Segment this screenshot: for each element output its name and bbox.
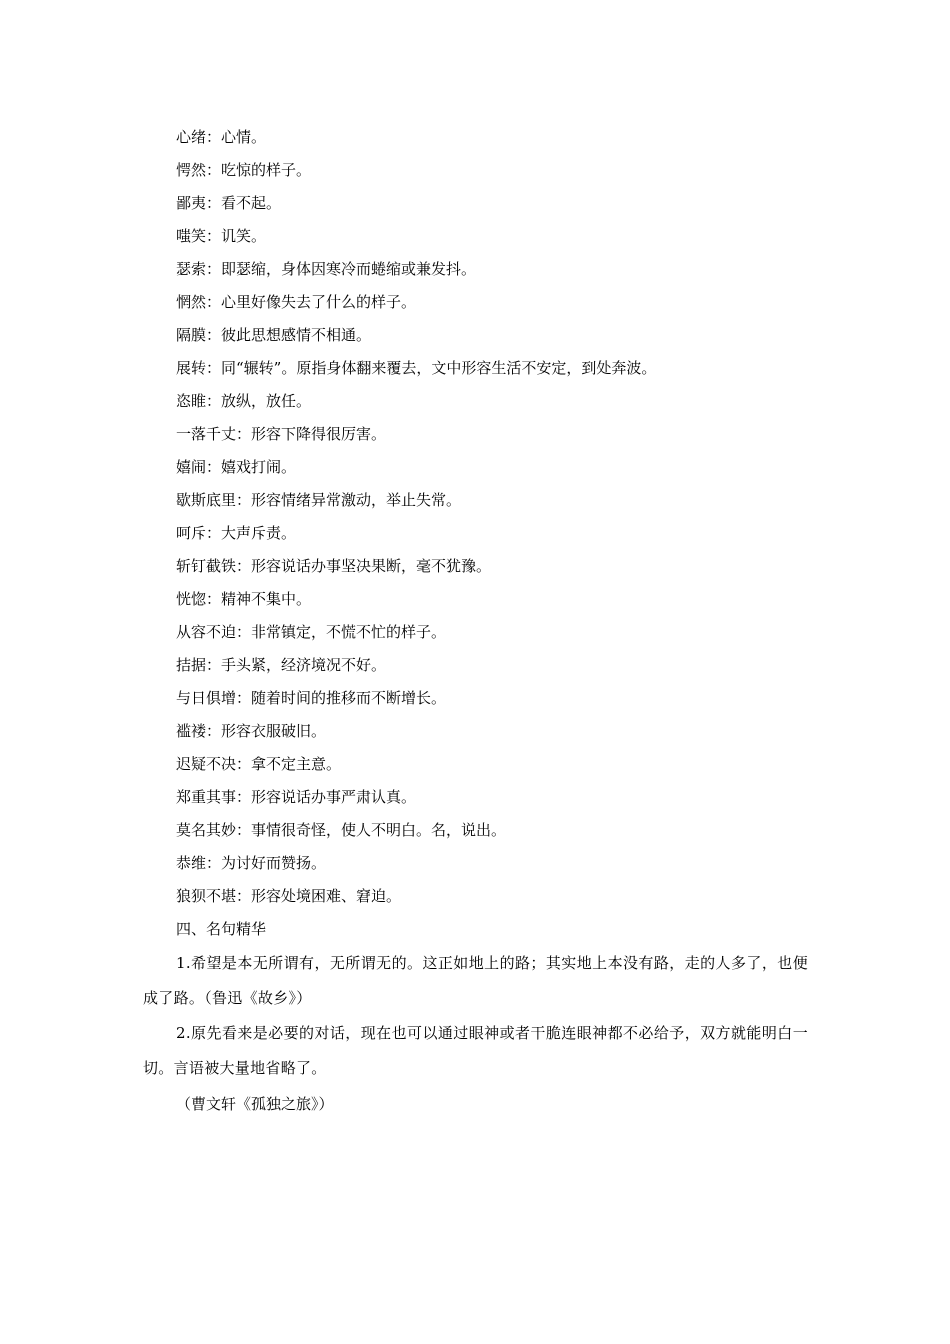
vocab-entry: 狼狈不堪：形容处境困难、窘迫。	[176, 887, 402, 905]
section-heading: 四、名句精华	[176, 920, 267, 938]
vocab-entry: 斩钉截铁：形容说话办事坚决果断，毫不犹豫。	[176, 557, 492, 575]
vocab-entry: 恭维：为讨好而赞扬。	[176, 854, 327, 872]
vocab-entry: 心绪：心情。	[176, 128, 267, 146]
vocab-entry: 惘然：心里好像失去了什么的样子。	[176, 293, 417, 311]
vocab-entry: 隔膜：彼此思想感情不相通。	[176, 326, 372, 344]
vocab-entry: 嗤笑：讥笑。	[176, 227, 267, 245]
quote-paragraph: 1.希望是本无所谓有，无所谓无的。这正如地上的路；其实地上本没有路，走的人多了，也便成了路。（鲁迅《故乡》）	[143, 954, 808, 1007]
vocab-entry: 展转：同“辗转”。原指身体翻来覆去，文中形容生活不安定，到处奔波。	[176, 359, 657, 377]
vocab-entry: 郑重其事：形容说话办事严肃认真。	[176, 788, 417, 806]
vocab-entry: 恍惚：精神不集中。	[176, 590, 312, 608]
vocab-entry: 迟疑不决：拿不定主意。	[176, 755, 342, 773]
vocab-entry: 瑟索：即瑟缩，身体因寒冷而蜷缩或兼发抖。	[176, 260, 477, 278]
vocab-entry: 一落千丈：形容下降得很厉害。	[176, 425, 387, 443]
quotes-section	[143, 946, 808, 1122]
vocabulary-list	[143, 121, 808, 913]
vocab-entry: 莫名其妙：事情很奇怪，使人不明白。名，说出。	[176, 821, 507, 839]
document-content	[143, 121, 808, 1122]
vocab-entry: 与日俱增：随着时间的推移而不断增长。	[176, 689, 447, 707]
vocab-entry: 拮据：手头紧，经济境况不好。	[176, 656, 387, 674]
quote-source: （曹文轩《孤独之旅》）	[176, 1095, 334, 1113]
quote-paragraph: 2.原先看来是必要的对话，现在也可以通过眼神或者干脆连眼神都不必给予，双方就能明白一切。言语被大量地省略了。	[143, 1024, 808, 1077]
vocab-entry: 褴褛：形容衣服破旧。	[176, 722, 327, 740]
vocab-entry: 呵斥：大声斥责。	[176, 524, 297, 542]
vocab-entry: 歇斯底里：形容情绪异常激动，举止失常。	[176, 491, 462, 509]
vocab-entry: 恣睢：放纵，放任。	[176, 392, 312, 410]
vocab-entry: 嬉闹：嬉戏打闹。	[176, 458, 297, 476]
vocab-entry: 鄙夷：看不起。	[176, 194, 282, 212]
vocab-entry: 愕然：吃惊的样子。	[176, 161, 312, 179]
vocab-entry: 从容不迫：非常镇定，不慌不忙的样子。	[176, 623, 447, 641]
